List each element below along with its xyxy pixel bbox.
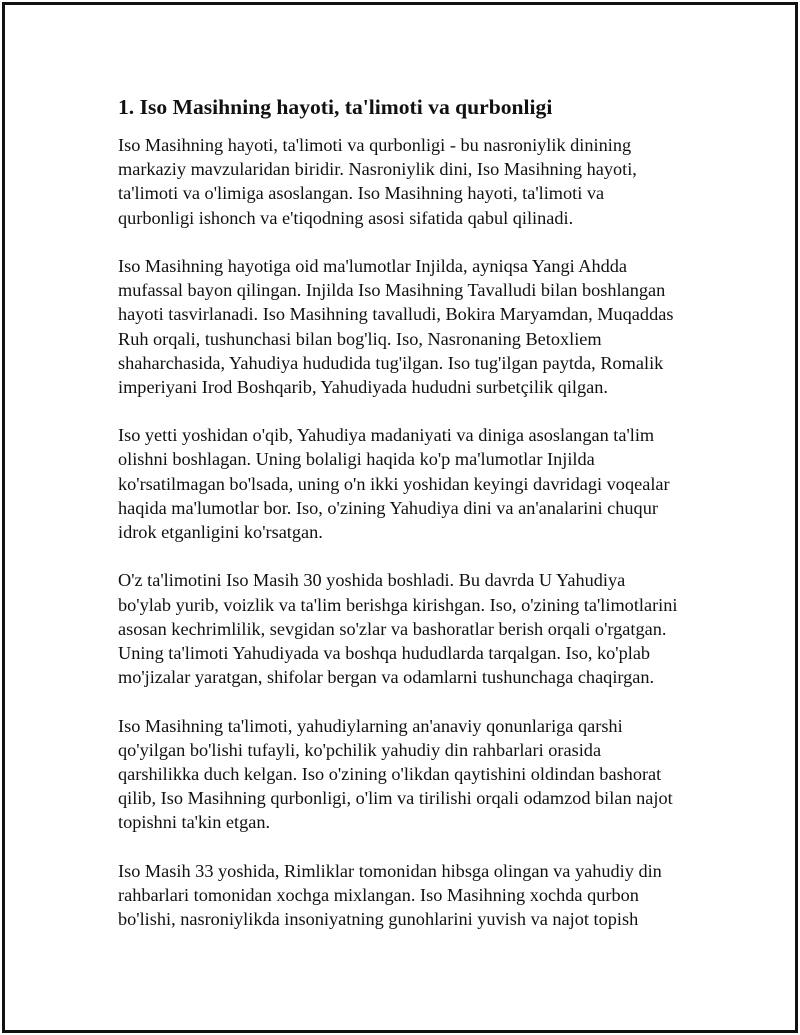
section-heading: 1. Iso Masihning hayoti, ta'limoti va qurbonligi: [118, 95, 553, 119]
paragraph-3: [118, 423, 758, 544]
paragraph-line: rahbarlari tomonidan xochga mixlangan. Iso Masihning xochda qurbon: [118, 884, 639, 905]
paragraph-line: Ruh orqali, tushunchasi bilan bog'liq. Iso, Nasronaning Betoxliem: [118, 328, 602, 349]
paragraph-line: haqida ma'lumotlar bor. Iso, o'zining Yahudiya dini va an'analarini chuqur: [118, 497, 658, 518]
paragraph-line: ko'rsatilmagan bo'lsada, uning o'n ikki yoshidan keyingi davridagi voqealar: [118, 473, 670, 494]
paragraph-line: qilib, Iso Masihning qurbonligi, o'lim va tirilishi orqali odamzod bilan najot: [118, 788, 673, 809]
paragraph-line: mufassal bayon qilingan. Injilda Iso Masihning Tavalludi bilan boshlangan: [118, 280, 666, 301]
paragraph-line: hayoti tasvirlanadi. Iso Masihning tavalludi, Bokira Maryamdan, Muqaddas: [118, 304, 674, 325]
paragraph-line: ta'limoti va o'limiga asoslangan. Iso Masihning hayoti, ta'limoti va: [118, 183, 605, 204]
paragraph-4: [118, 568, 758, 689]
paragraph-line: Iso Masihning hayotiga oid ma'lumotlar Injilda, ayniqsa Yangi Ahdda: [118, 255, 628, 276]
paragraph-5: [118, 714, 758, 835]
paragraph-line: topishni ta'kin etgan.: [118, 812, 271, 833]
paragraph-line: bo'lishi, nasroniylikda insoniyatning gunohlarini yuvish va najot topish: [118, 909, 639, 929]
paragraph-line: idrok etganligini ko'rsatgan.: [118, 522, 323, 542]
paragraph-line: Iso yetti yoshidan o'qib, Yahudiya madaniyati va diniga asoslangan ta'lim: [118, 425, 655, 446]
paragraph-line: olishni boshlagan. Uning bolaligi haqida ko'p ma'lumotlar Injilda: [118, 449, 595, 470]
paragraph-line: qarshilikka duch kelgan. Iso o'zining o'likdan qaytishini oldindan bashorat: [118, 763, 662, 784]
paragraph-line: mo'jizalar yaratgan, shifolar bergan va odamlarni tushunchaga chaqirgan.: [118, 667, 655, 688]
paragraph-line: bo'ylab yurib, voizlik va ta'lim berishga kirishgan. Iso, o'zining ta'limotlarini: [118, 594, 678, 615]
paragraph-line: O'z ta'limotini Iso Masih 30 yoshida boshladi. Bu davrda U Yahudiya: [118, 570, 626, 591]
paragraph-line: Iso Masihning hayoti, ta'limoti va qurbonligi - bu nasroniylik dinining: [118, 135, 632, 155]
paragraph-line: shaharchasida, Yahudiya hududida tug'ilgan. Iso tug'ilgan paytda, Romalik: [118, 352, 664, 373]
paragraph-line: qurbonligi ishonch va e'tiqodning asosi sifatida qabul qilinadi.: [118, 207, 574, 228]
paragraph-6: [118, 859, 758, 932]
document-body: [118, 94, 758, 955]
paragraph-line: Iso Masih 33 yoshida, Rimliklar tomonidan hibsga olingan va yahudiy din: [118, 860, 662, 881]
paragraph-line: qo'yilgan bo'lishi tufayli, ko'pchilik yahudiy din rahbarlari orasida: [118, 739, 602, 760]
paragraph-line: markaziy mavzularidan biridir. Nasroniylik dini, Iso Masihning hayoti,: [118, 159, 637, 180]
paragraph-1: [118, 133, 758, 230]
paragraph-line: imperiyani Irod Boshqarib, Yahudiyada hududni surbetçilik qilgan.: [118, 376, 608, 397]
paragraph-line: Uning ta'limoti Yahudiyada va boshqa hududlarda tarqalgan. Iso, ko'plab: [118, 642, 651, 663]
paragraph-line: Iso Masihning ta'limoti, yahudiylarning an'anaviy qonunlariga qarshi: [118, 715, 623, 736]
paragraph-line: asosan kechrimlilik, sevgidan so'zlar va bashoratlar berish orqali o'rgatgan.: [118, 618, 667, 639]
paragraph-2: [118, 254, 758, 399]
